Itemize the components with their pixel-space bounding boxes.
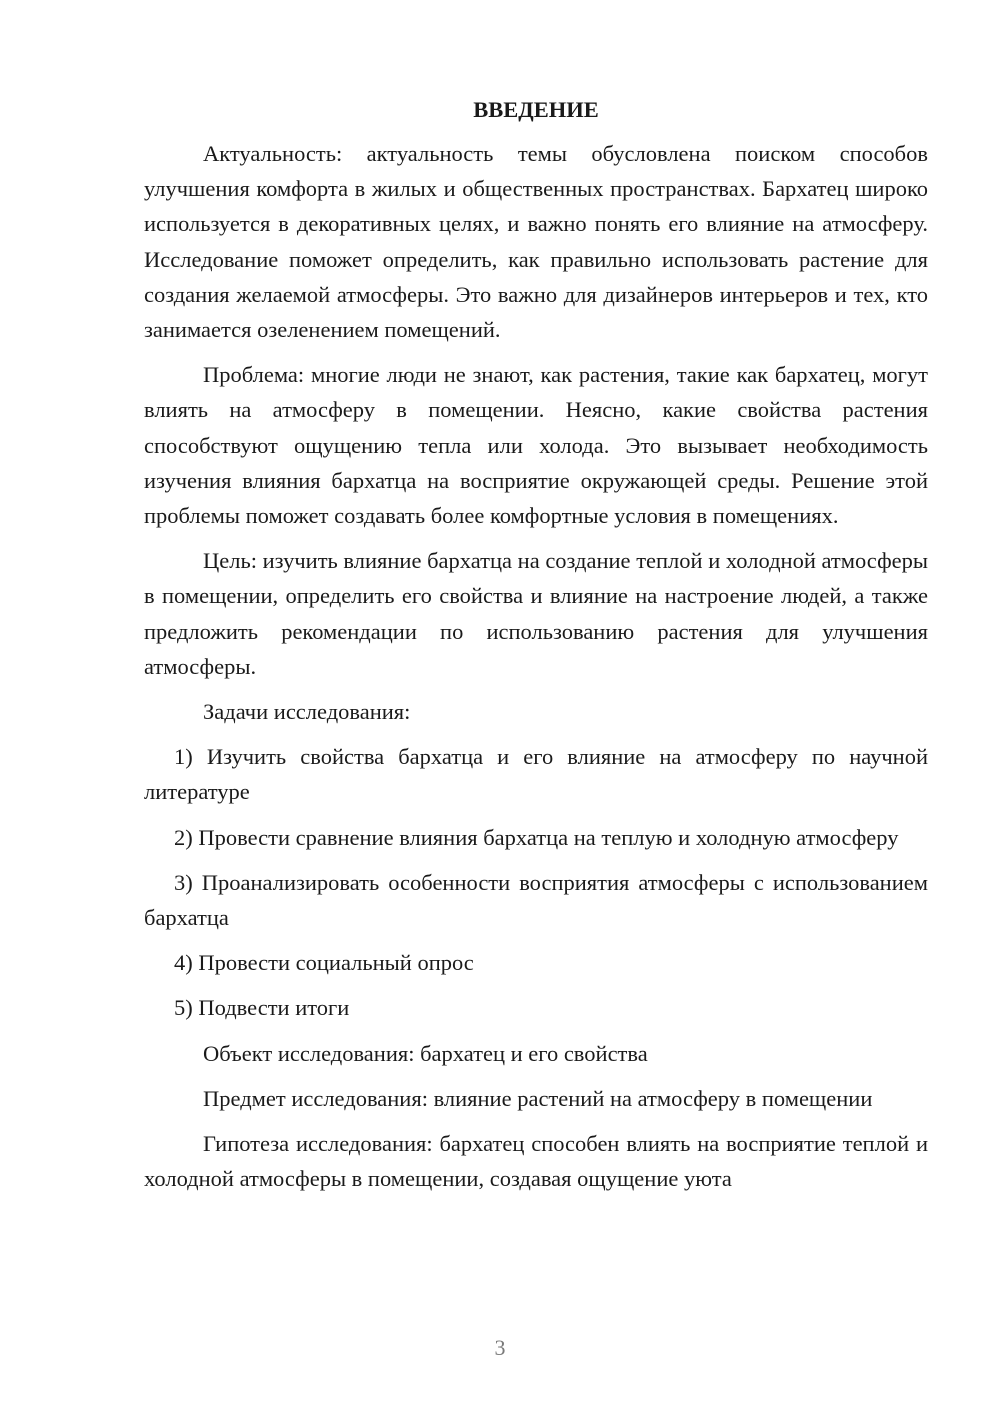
task-item-2: 2) Провести сравнение влияния бархатца на теплую и холодную атмосферу bbox=[174, 824, 899, 850]
subject-paragraph: Предмет исследования: влияние растений на атмосферу в помещении bbox=[203, 1085, 873, 1111]
problem-paragraph: Проблема: многие люди не знают, как растения, такие как бархатец, могут влиять на атмосферу в помещении. Неясно, какие свойства растения способствуют ощущению тепла или холода. Это вызывает необходимость изучения влияния бархатца на восприятие окружающей среды. Решение этой проблемы поможет создавать более комфортные условия в помещениях. bbox=[144, 362, 928, 529]
relevance-paragraph: Актуальность: актуальность темы обусловлена поиском способов улучшения комфорта в жилых и общественных пространствах. Бархатец широко используется в декоративных целях, и важно понять его влияние на атмосферу. Исследование поможет определить, как правильно использовать растение для создания желаемой атмосферы. Это важно для дизайнеров интерьеров и тех, кто занимается озеленением помещений. bbox=[144, 141, 928, 343]
task-item-4: 4) Провести социальный опрос bbox=[174, 950, 474, 976]
section-title: ВВЕДЕНИЕ bbox=[473, 97, 599, 122]
task-item-5: 5) Подвести итоги bbox=[174, 995, 350, 1021]
task-item-3: 3) Проанализировать особенности восприятия атмосферы с использованием бархатца bbox=[144, 869, 928, 931]
document-page bbox=[144, 92, 928, 1196]
tasks-heading: Задачи исследования: bbox=[203, 699, 411, 725]
page-number: 3 bbox=[494, 1335, 506, 1360]
task-item-1: 1) Изучить свойства бархатца и его влияние на атмосферу по научной литературе bbox=[144, 744, 928, 805]
object-paragraph: Объект исследования: бархатец и его свойства bbox=[203, 1040, 648, 1066]
goal-paragraph: Цель: изучить влияние бархатца на создание теплой и холодной атмосферы в помещении, определить его свойства и влияние на настроение людей, а также предложить рекомендации по использованию растения для улучшения атмосферы. bbox=[144, 548, 928, 679]
hypothesis-paragraph: Гипотеза исследования: бархатец способен влиять на восприятие теплой и холодной атмосферы в помещении, создавая ощущение уюта bbox=[144, 1131, 928, 1192]
